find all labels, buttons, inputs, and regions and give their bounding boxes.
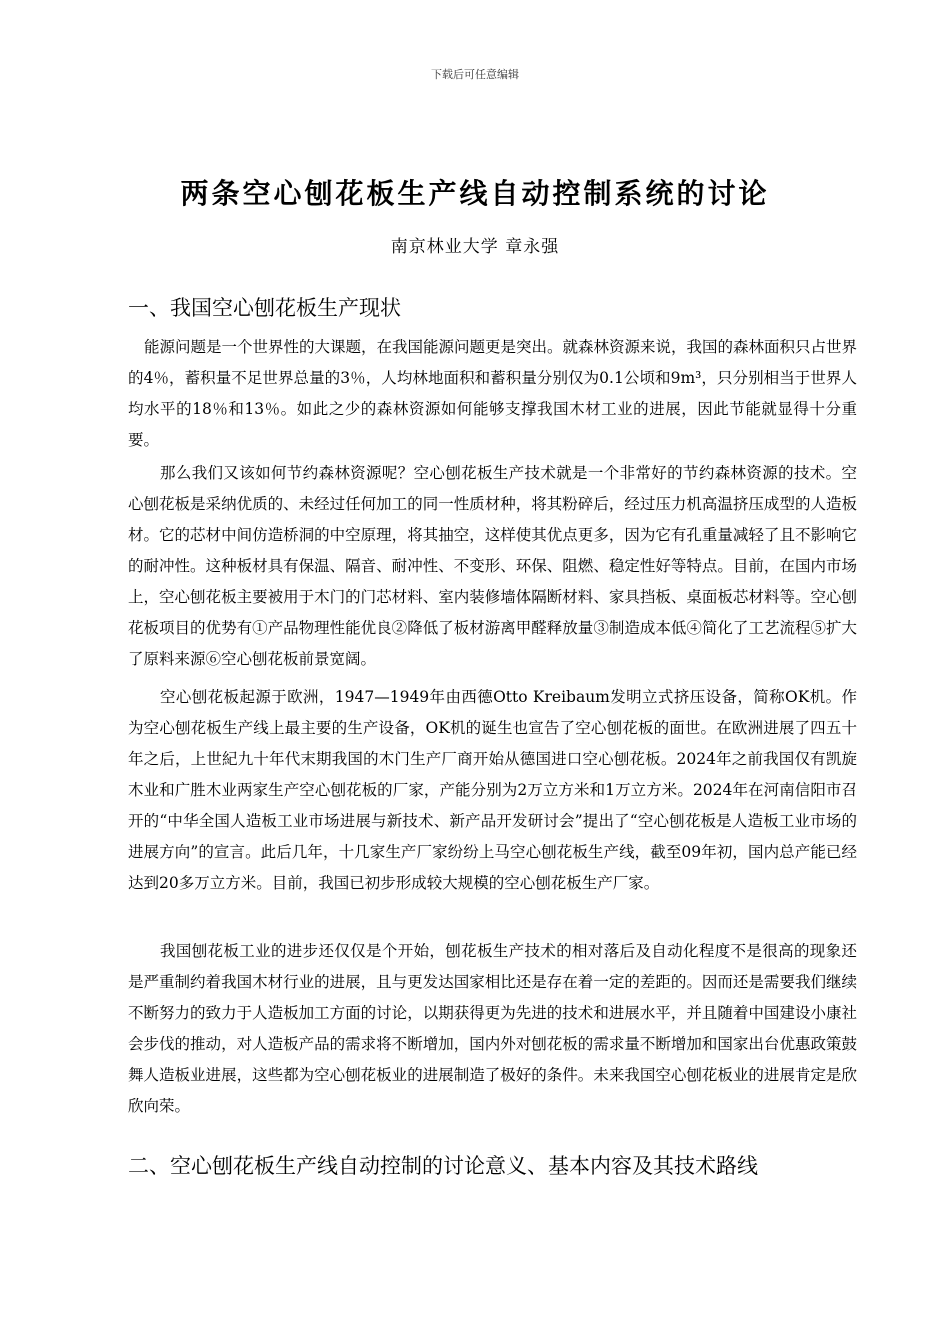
header-note: 下载后可任意编辑 <box>431 68 519 81</box>
section-heading-2: 二、空心刨花板生产线自动控制的讨论意义、基本内容及其技术路线 <box>128 1154 758 1178</box>
paragraph: 能源问题是一个世界性的大课题，在我国能源问题更是突出。就森林资源来说，我国的森林面积只占世界的4％，蓄积量不足世界总量的3％，人均林地面积和蓄积量分别仅为0.1公顷和9m³，只分别相当于世界人均水平的18％和13％。如此之少的森林资源如何能够支撑我国木材工业的进展，因此节能就显得十分重要。 <box>128 338 858 449</box>
author-line: 南京林业大学 章永强 <box>390 237 560 257</box>
document-title: 两条空心刨花板生产线自动控制系统的讨论 <box>180 177 770 210</box>
paragraph: 我国刨花板工业的进步还仅仅是个开始，刨花板生产技术的相对落后及自动化程度不是很高的现象还是严重制约着我国木材行业的进展，且与更发达国家相比还是存在着一定的差距的。因而还是需要我们继续不断努力的致力于人造板加工方面的讨论，以期获得更为先进的技术和进展水平，并且随着中国建设小康社会步伐的推动，对人造板产品的需求将不断增加，国内外对刨花板的需求量不断增加和国家出台优惠政策鼓舞人造板业进展，这些都为空心刨花板业的进展制造了极好的条件。未来我国空心刨花板业的进展肯定是欣欣向荣。 <box>128 942 857 1115</box>
paragraph: 空心刨花板起源于欧洲，1947—1949年由西德Otto Kreibaum发明立式挤压设备，简称OK机。作为空心刨花板生产线上最主要的生产设备，OK机的诞生也宣告了空心刨花板的面世。在欧洲进展了四五十年之后，上世紀九十年代末期我国的木门生产厂商开始从德国进口空心刨花板。2024年之前我国仅有凯旋木业和广胜木业两家生产空心刨花板的厂家，产能分别为2万立方米和1万立方米。2024年在河南信阳市召开的“中华全国人造板工业市场进展与新技术、新产品开发研讨会”提出了“空心刨花板是人造板工业市场的进展方向”的宣言。此后几年，十几家生产厂家纷纷上马空心刨花板生产线，截至09年初，国内总产能已经达到20多万立方米。目前，我国已初步形成较大规模的空心刨花板生产厂家。 <box>128 688 857 892</box>
section-heading-1: 一、我国空心刨花板生产现状 <box>128 296 401 320</box>
paragraph: 那么我们又该如何节约森林资源呢？空心刨花板生产技术就是一个非常好的节约森林资源的技术。空心刨花板是采纳优质的、未经过任何加工的同一性质材种，将其粉碎后，经过压力机高温挤压成型的人造板材。它的芯材中间仿造桥洞的中空原理，将其抽空，这样使其优点更多，因为它有孔重量减轻了且不影响它的耐冲性。这种板材具有保温、隔音、耐冲性、不变形、环保、阻燃、稳定性好等特点。目前，在国内市场上，空心刨花板主要被用于木门的门芯材料、室内装修墙体隔断材料、家具挡板、桌面板芯材料等。空心刨花板项目的优势有①产品物理性能优良②降低了板材游离甲醛释放量③制造成本低④简化了工艺流程⑤扩大了原料来源⑥空心刨花板前景宽阔。 <box>128 464 857 668</box>
